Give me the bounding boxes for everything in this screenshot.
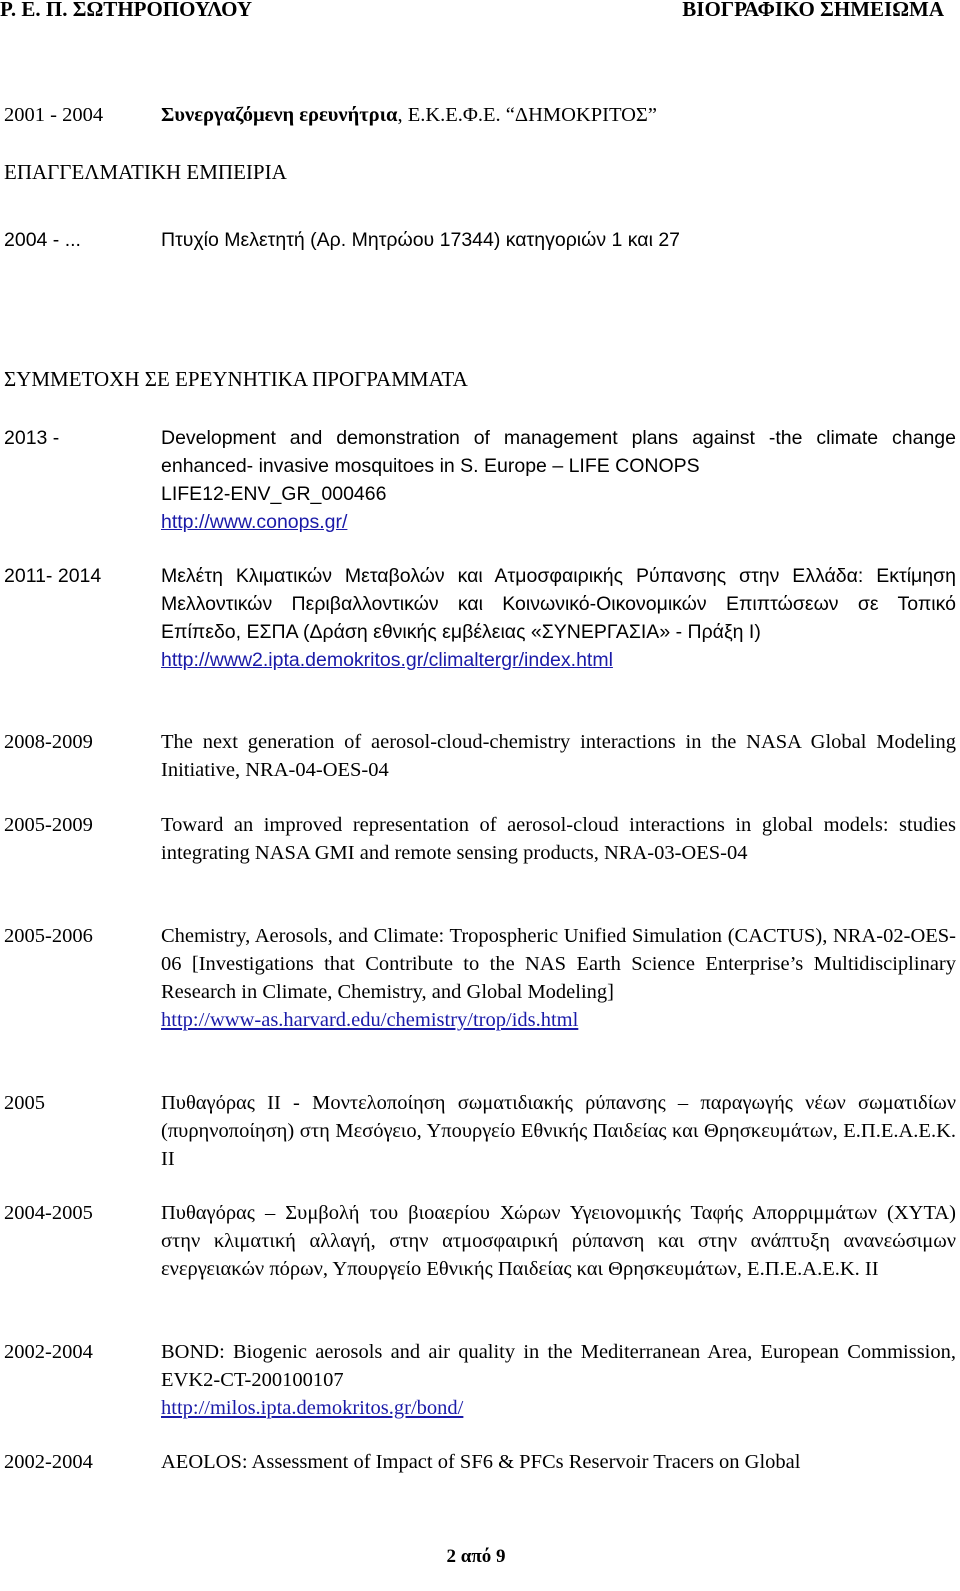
program-title: Πυθαγόρας – Συμβολή του βιοαερίου Χώρων Υγειονομικής Ταφής Απορριμμάτων (ΧΥΤΑ) στην κλιματική αλλαγή, στην ατμοσφαιρική ρύπανση και στην ανάπτυξη ανανεώσιμων ενεργειακών πόρων, Υπουργείο Εθνικής Παιδείας και Θρησκευμάτων, Ε.Π.Ε.Α.Ε.Κ. ΙΙ [161,1202,956,1280]
program-year: 2004-2005 [4,1202,93,1224]
program-year: 2005-2009 [4,814,93,836]
section-heading-experience: ΕΠΑΓΓΕΛΜΑΤΙΚΗ ΕΜΠΕΙΡΙΑ [4,160,287,184]
program-title: Chemistry, Aerosols, and Climate: Tropospheric Unified Simulation (CACTUS), NRA-02-OES-06 [Investigations that Contribute to the NAS Earth Science Enterprise’s Multidisciplinary Research in Climate, Chemistry, and Global Modeling] [161,925,956,1003]
program-link[interactable]: http://www-as.harvard.edu/chemistry/trop/ids.html [161,1009,579,1031]
program-year: 2002-2004 [4,1451,93,1473]
program-link[interactable]: http://www.conops.gr/ [161,511,348,533]
program-link[interactable]: http://milos.ipta.demokritos.gr/bond/ [161,1397,464,1419]
entry-text [161,101,956,129]
program-title: The next generation of aerosol-cloud-chemistry interactions in the NASA Global Modeling Initiative, NRA-04-OES-04 [161,731,956,781]
entry-title: Συνεργαζόμενη ερευνήτρια [161,104,398,126]
program-year: 2002-2004 [4,1341,93,1363]
header-author: Ρ. Ε. Π. ΣΩΤΗΡΟΠΟΥΛΟΥ [0,0,253,21]
entry-year: 2001 - 2004 [4,104,104,126]
entry-organization: , Ε.Κ.Ε.Φ.Ε. “ΔΗΜΟΚΡΙΤΟΣ” [397,104,657,126]
program-title: Πυθαγόρας ΙΙ - Μοντελοποίηση σωματιδιακής ρύπανσης – παραγωγής νέων σωματιδίων (πυρηνοποίηση) στη Μεσόγειο, Υπουργείο Εθνικής Παιδείας και Θρησκευμάτων, Ε.Π.Ε.Α.Ε.Κ. ΙΙ [161,1092,956,1170]
program-title: Development and demonstration of management plans against -the climate change enhanced- invasive mosquitoes in S. Europe – LIFE CONOPS [161,427,956,477]
program-title: Μελέτη Κλιματικών Μεταβολών και Ατμοσφαιρικής Ρύπανσης στην Ελλάδα: Εκτίμηση Μελλοντικών Περιβαλλοντικών και Κοινωνικό-Οικονομικών Επιπτώσεων σε Τοπικό Επίπεδο, ΕΣΠΑ (Δράση εθνικής εμβέλειας «ΣΥΝΕΡΓΑΣΙΑ» - Πράξη Ι) [161,565,956,643]
entry-text: Πτυχίο Μελετητή (Αρ. Μητρώου 17344) κατηγοριών 1 και 27 [161,229,681,251]
program-link[interactable]: http://www2.ipta.demokritos.gr/climaltergr/index.html [161,649,613,671]
section-heading-programs: ΣΥΜΜΕΤΟΧΗ ΣΕ ΕΡΕΥΝΗΤΙΚΑ ΠΡΟΓΡΑΜΜΑΤΑ [4,367,468,391]
program-code: LIFE12-ENV_GR_000466 [161,483,387,505]
program-year: 2005 [4,1092,45,1114]
program-title: BOND: Biogenic aerosols and air quality in the Mediterranean Area, European Commission, EVK2-CT-200100107 [161,1341,956,1391]
program-year: 2011- 2014 [4,565,102,587]
program-year: 2005-2006 [4,925,93,947]
program-year: 2008-2009 [4,731,93,753]
page-number: 2 από 9 [446,1546,506,1567]
header-document-title: ΒΙΟΓΡΑΦΙΚΟ ΣΗΜΕΙΩΜΑ [682,0,944,21]
entry-year: 2004 - ... [4,229,81,251]
program-title: AEOLOS: Assessment of Impact of SF6 & PFCs Reservoir Tracers on Global [161,1451,801,1473]
program-title: Toward an improved representation of aerosol-cloud interactions in global models: studies integrating NASA GMI and remote sensing products, NRA-03-OES-04 [161,814,956,864]
program-year: 2013 - [4,427,60,449]
